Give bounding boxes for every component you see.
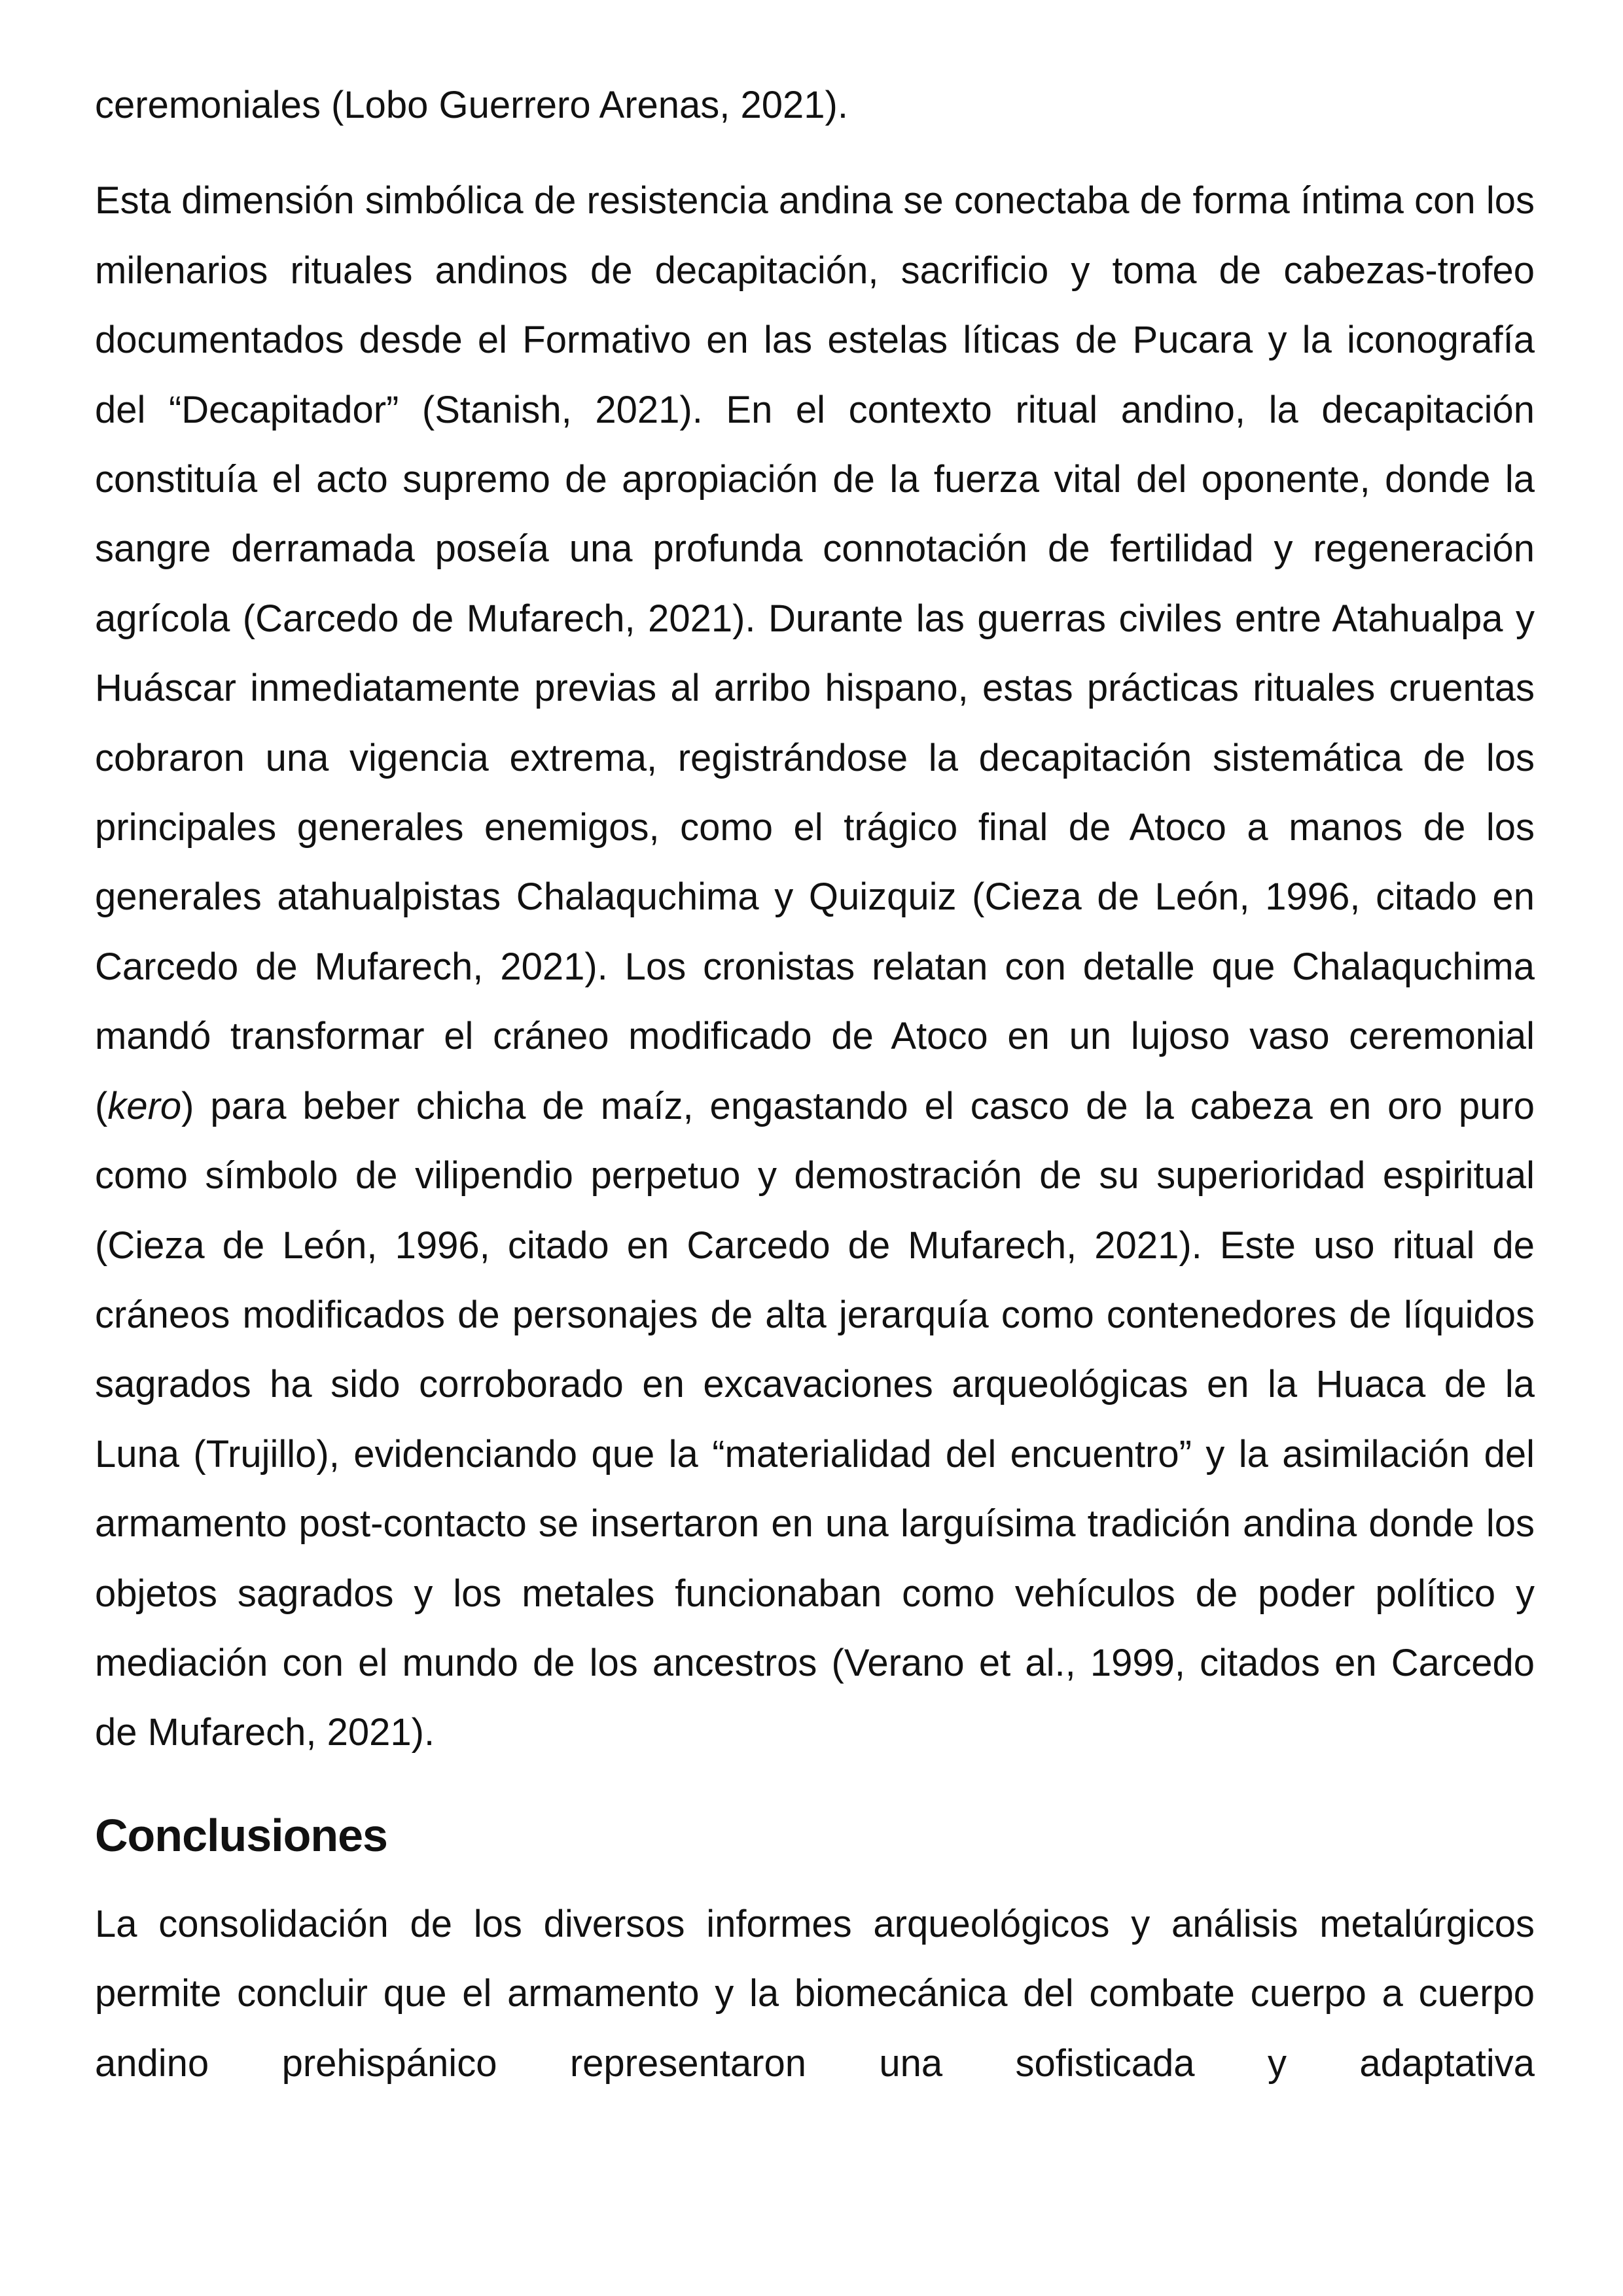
section-heading-conclusiones: Conclusiones [95, 1809, 387, 1861]
paragraph-decapitation-ritual [95, 166, 1535, 1767]
paragraph-text-part-2: ) para beber chicha de maíz, engastando el casco de la cabeza en oro puro como símbolo de vilipendio perpetuo y demostración de su superioridad espiritual (Cieza de León, 1996, citado en Carcedo de Mufarech, 2021). Este uso ritual de cráneos modificados de personajes de alta jerarquía como contenedores de líquidos sagrados ha sido corroborado en excavaciones arqueológicas en la Huaca de la Luna (Trujillo), evidenciando que la “materialidad del encuentro” y la asimilación del armamento post-contacto se insertaron en una larguísima tradición andina donde los objetos sagrados y los metales funcionaban como vehículos de poder político y mediación con el mundo de los ancestros (Verano et al., 1999, citados en Carcedo de Mufarech, 2021). [95, 1084, 1535, 1754]
paragraph-continuation: ceremoniales (Lobo Guerrero Arenas, 2021). [95, 84, 848, 126]
paragraph-text-part-1: Esta dimensión simbólica de resistencia andina se conectaba de forma íntima con los milenarios rituales andinos de decapitación, sacrificio y toma de cabezas-trofeo documentados desde el Formativo en las estelas líticas de Pucara y la iconografía del “Decapitador” (Stanish, 2021). En el contexto ritual andino, la decapitación constituía el acto supremo de apropiación de la fuerza vital del oponente, donde la sangre derramada poseía una profunda connotación de fertilidad y regeneración agrícola (Carcedo de Mufarech, 2021). Durante las guerras civiles entre Atahualpa y Huáscar inmediatamente previas al arribo hispano, estas prácticas rituales cruentas cobraron una vigencia extrema, registrándose la decapitación sistemática de los principales generales enemigos, como el trágico final de Atoco a manos de los generales atahualpistas Chalaquchima y Quizquiz (Cieza de León, 1996, citado en Carcedo de Mufarech, 2021). Los cronistas relatan con detalle que Chalaquchima mandó transformar el cráneo modificado de Atoco en un lujoso vaso ceremonial ( [95, 179, 1535, 1127]
italic-term-kero: kero [107, 1084, 182, 1127]
document-page [95, 71, 1535, 2098]
paragraph-conclusions: La consolidación de los diversos informes arqueológicos y análisis metalúrgicos permite concluir que el armamento y la biomecánica del combate cuerpo a cuerpo andino prehispánico representaron una sofisticada y adaptativa [95, 1902, 1535, 2085]
